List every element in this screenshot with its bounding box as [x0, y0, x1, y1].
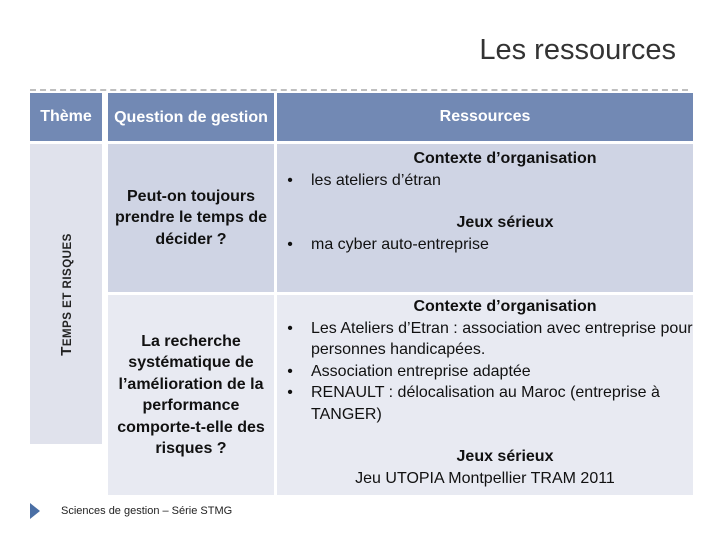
- context-heading: Contexte d’organisation: [413, 298, 597, 315]
- title-divider: [30, 89, 688, 91]
- serious-games-heading: Jeux sérieux: [456, 214, 554, 231]
- theme-label-rest: EMPS ET RISQUES: [61, 232, 74, 346]
- question-column-header: Question de gestion: [108, 93, 274, 141]
- list-item: • les ateliers d’étran: [282, 170, 693, 192]
- serious-game-line: Jeu UTOPIA Montpellier TRAM 2011: [355, 469, 615, 487]
- theme-label-cap: T: [57, 345, 75, 356]
- bullet-icon: •: [287, 384, 293, 401]
- theme-column-header: Thème: [30, 93, 102, 141]
- context-heading: Contexte d’organisation: [413, 150, 597, 167]
- bullet-icon: •: [287, 235, 293, 253]
- bullet-icon: •: [287, 319, 293, 337]
- list-item: • ma cyber auto-entreprise: [282, 234, 693, 256]
- context-list: [277, 170, 693, 192]
- list-item: • Association entreprise adaptée: [282, 361, 693, 383]
- footer-text: Sciences de gestion – Série STMG: [61, 505, 233, 517]
- list-item: • Les Ateliers d’Etran : association avec entreprise pour personnes handicapées.: [282, 318, 693, 361]
- play-arrow-icon: [30, 503, 40, 519]
- resources-column-header: Ressources: [277, 93, 693, 141]
- resources-cell-1: [277, 144, 693, 292]
- slide-title: Les ressources: [479, 34, 676, 66]
- serious-games-heading: Jeux sérieux: [456, 448, 554, 465]
- question-cell-2: La recherche systématique de l’amélioration de la performance comporte-t-elle des risques ?: [108, 295, 274, 495]
- serious-games-list: [277, 234, 693, 256]
- list-item: • RENAULT : délocalisation au Maroc (entreprise à TANGER): [282, 382, 693, 425]
- bullet-icon: •: [287, 171, 293, 189]
- theme-vertical-label: [46, 144, 86, 444]
- bullet-icon: •: [287, 362, 293, 380]
- resources-cell-2: [277, 295, 693, 495]
- question-cell-1: Peut-on toujours prendre le temps de décider ?: [108, 144, 274, 292]
- context-list: [277, 318, 693, 426]
